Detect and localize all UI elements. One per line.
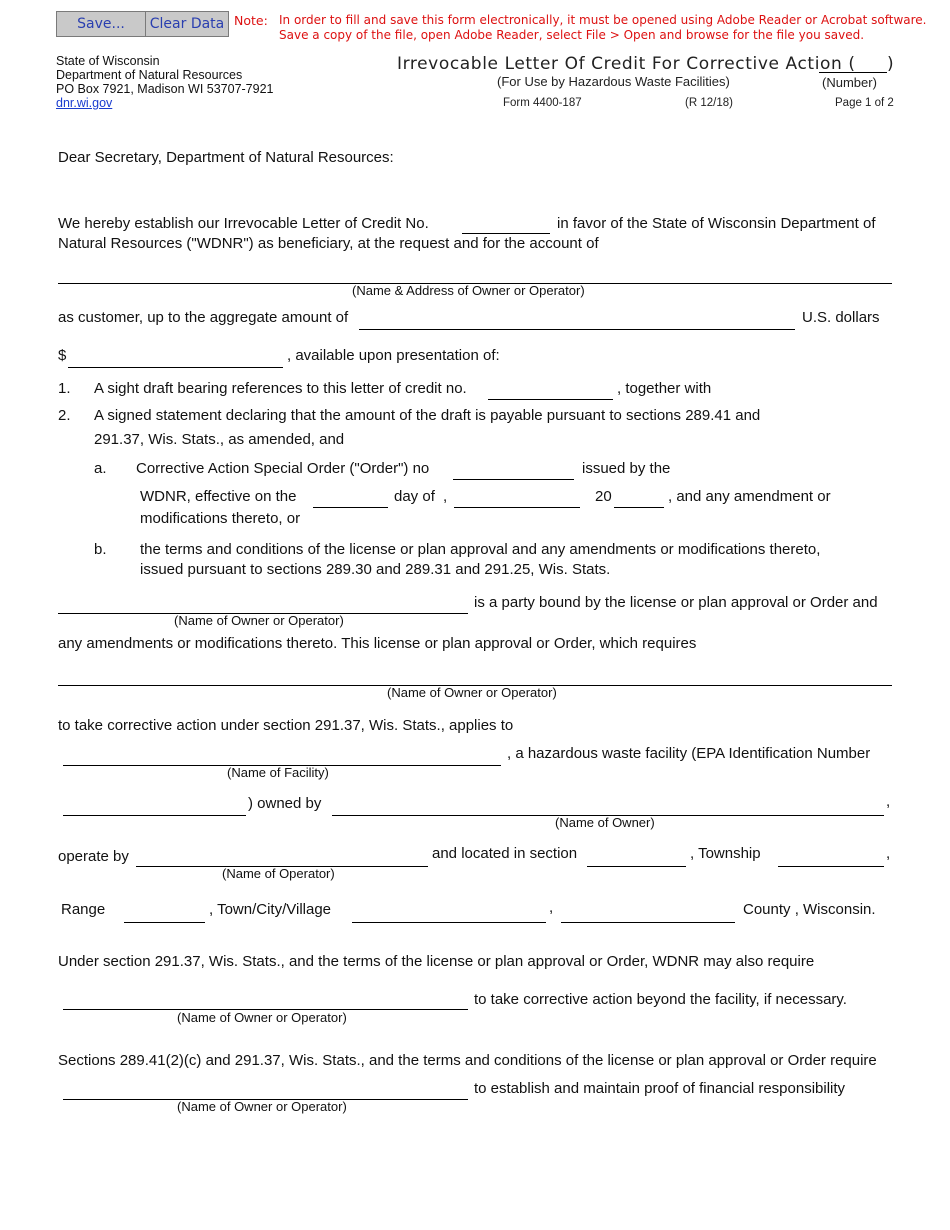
agency-website-link[interactable]: dnr.wi.gov: [56, 96, 113, 110]
county-field[interactable]: [561, 905, 735, 923]
section-field[interactable]: [587, 849, 686, 867]
take-action-text: to take corrective action under section 291.37, Wis. Stats., applies to: [58, 717, 514, 734]
sub-a-text-1: Corrective Action Special Order ("Order") no: [136, 460, 430, 477]
sub-b-letter: b.: [94, 541, 107, 558]
effective-day-field[interactable]: [313, 490, 388, 508]
requires-name-field[interactable]: [58, 668, 892, 686]
sub-a-comma: ,: [443, 488, 448, 505]
number-caption: (Number): [822, 75, 877, 90]
us-dollars-text: U.S. dollars: [802, 309, 880, 326]
agency-department: Department of Natural Resources: [56, 68, 243, 82]
owner-comma: ,: [886, 793, 891, 810]
township-text: , Township: [690, 845, 761, 862]
sub-b-text-2: issued pursuant to sections 289.30 and 289.31 and 291.25, Wis. Stats.: [140, 561, 611, 578]
p1-text-a: We hereby establish our Irrevocable Letter of Credit No.: [58, 215, 429, 232]
item-1-number: 1.: [58, 380, 71, 397]
item-2-number: 2.: [58, 407, 71, 424]
clear-data-button[interactable]: Clear Data: [145, 11, 229, 37]
owner-name-field[interactable]: [332, 798, 884, 816]
financial-responsibility-name-field[interactable]: [63, 1082, 468, 1100]
form-revision: (R 12/18): [685, 97, 733, 109]
caption-owner-operator-2: (Name of Owner or Operator): [387, 685, 557, 700]
located-text: and located in section: [432, 845, 578, 862]
sub-a-text-3: WDNR, effective on the: [140, 488, 297, 505]
form-id: Form 4400-187: [503, 97, 582, 109]
sight-draft-credit-no-field[interactable]: [488, 382, 613, 400]
item-1-text-b: , together with: [617, 380, 712, 397]
sub-a-text-5: , and any amendment or: [668, 488, 831, 505]
p1-text-b: in favor of the State of Wisconsin Department of: [557, 215, 876, 232]
caption-owner: (Name of Owner): [555, 815, 655, 830]
save-button[interactable]: Save...: [56, 11, 146, 37]
facility-name-field[interactable]: [63, 748, 501, 766]
form-title-close: ): [887, 54, 895, 74]
customer-text: as customer, up to the aggregate amount of: [58, 309, 349, 326]
town-comma: ,: [549, 899, 554, 916]
epa-id-field[interactable]: [63, 798, 246, 816]
dollar-sign: $: [58, 347, 67, 364]
sub-a-text-2: issued by the: [582, 460, 671, 477]
caption-owner-operator-3: (Name of Owner or Operator): [177, 1010, 347, 1025]
sub-a-text-6: modifications thereto, or: [140, 510, 301, 527]
year-prefix: 20: [595, 488, 612, 505]
page-indicator: Page 1 of 2: [835, 97, 894, 109]
available-text: , available upon presentation of:: [287, 347, 500, 364]
under-section-text: Under section 291.37, Wis. Stats., and the terms of the license or plan approval or Order, WDNR may also require: [58, 953, 815, 970]
establish-text: to establish and maintain proof of financial responsibility: [474, 1080, 846, 1097]
operate-by-text: operate by: [58, 848, 129, 865]
sections-text: Sections 289.41(2)(c) and 291.37, Wis. Stats., and the terms and conditions of the license or plan approval or Order require: [58, 1052, 877, 1069]
agency-state: State of Wisconsin: [56, 54, 160, 68]
form-title: Irrevocable Letter Of Credit For Corrective Action (: [397, 54, 856, 74]
salutation: Dear Secretary, Department of Natural Resources:: [58, 149, 394, 166]
range-text: Range: [61, 901, 106, 918]
sub-b-text-1: the terms and conditions of the license or plan approval and any amendments or modifications thereto,: [140, 541, 821, 558]
operator-name-field[interactable]: [136, 849, 428, 867]
order-number-field[interactable]: [453, 462, 574, 480]
town-field[interactable]: [352, 905, 546, 923]
dollar-amount-field[interactable]: [68, 350, 283, 368]
town-text: , Town/City/Village: [209, 901, 332, 918]
township-field[interactable]: [778, 849, 884, 867]
party-bound-text: is a party bound by the license or plan approval or Order and: [474, 594, 878, 611]
item-2-text-a: A signed statement declaring that the amount of the draft is payable pursuant to sections 289.41 and: [94, 407, 761, 424]
facility-text: , a hazardous waste facility (EPA Identification Number: [507, 745, 871, 762]
sub-a-text-4: day of: [394, 488, 435, 505]
owner-name-address-field[interactable]: [58, 266, 892, 284]
effective-year-field[interactable]: [614, 490, 664, 508]
beyond-facility-text: to take corrective action beyond the facility, if necessary.: [474, 991, 847, 1008]
range-field[interactable]: [124, 905, 205, 923]
caption-owner-operator-4: (Name of Owner or Operator): [177, 1099, 347, 1114]
caption-facility: (Name of Facility): [227, 765, 329, 780]
caption-owner-operator-1: (Name of Owner or Operator): [174, 613, 344, 628]
party-bound-name-field[interactable]: [58, 596, 468, 614]
caption-operator: (Name of Operator): [222, 866, 335, 881]
item-2-text-b: 291.37, Wis. Stats., as amended, and: [94, 431, 345, 448]
note-line-2: Save a copy of the file, open Adobe Reader, select File > Open and browse for the file you saved.: [279, 28, 865, 42]
effective-month-field[interactable]: [454, 490, 580, 508]
note-line-1: In order to fill and save this form electronically, it must be opened using Adobe Reader or Acrobat software.: [279, 13, 927, 27]
county-text: County , Wisconsin.: [743, 901, 876, 918]
form-subtitle: (For Use by Hazardous Waste Facilities): [497, 74, 730, 89]
beyond-facility-name-field[interactable]: [63, 992, 468, 1010]
sub-a-letter: a.: [94, 460, 107, 477]
agency-address: PO Box 7921, Madison WI 53707-7921: [56, 82, 274, 96]
p1-text-c: Natural Resources ("WDNR") as beneficiary, at the request and for the account of: [58, 235, 599, 252]
letter-of-credit-no-field[interactable]: [462, 216, 550, 234]
aggregate-amount-field[interactable]: [359, 312, 795, 330]
form-number-field[interactable]: [819, 55, 887, 73]
owned-by-text: ) owned by: [248, 795, 322, 812]
note-label: Note:: [234, 13, 268, 28]
amendments-text: any amendments or modifications thereto. This license or plan approval or Order, which requires: [58, 635, 697, 652]
caption-name-address: (Name & Address of Owner or Operator): [352, 283, 585, 298]
township-comma: ,: [886, 845, 891, 862]
item-1-text-a: A sight draft bearing references to this letter of credit no.: [94, 380, 467, 397]
